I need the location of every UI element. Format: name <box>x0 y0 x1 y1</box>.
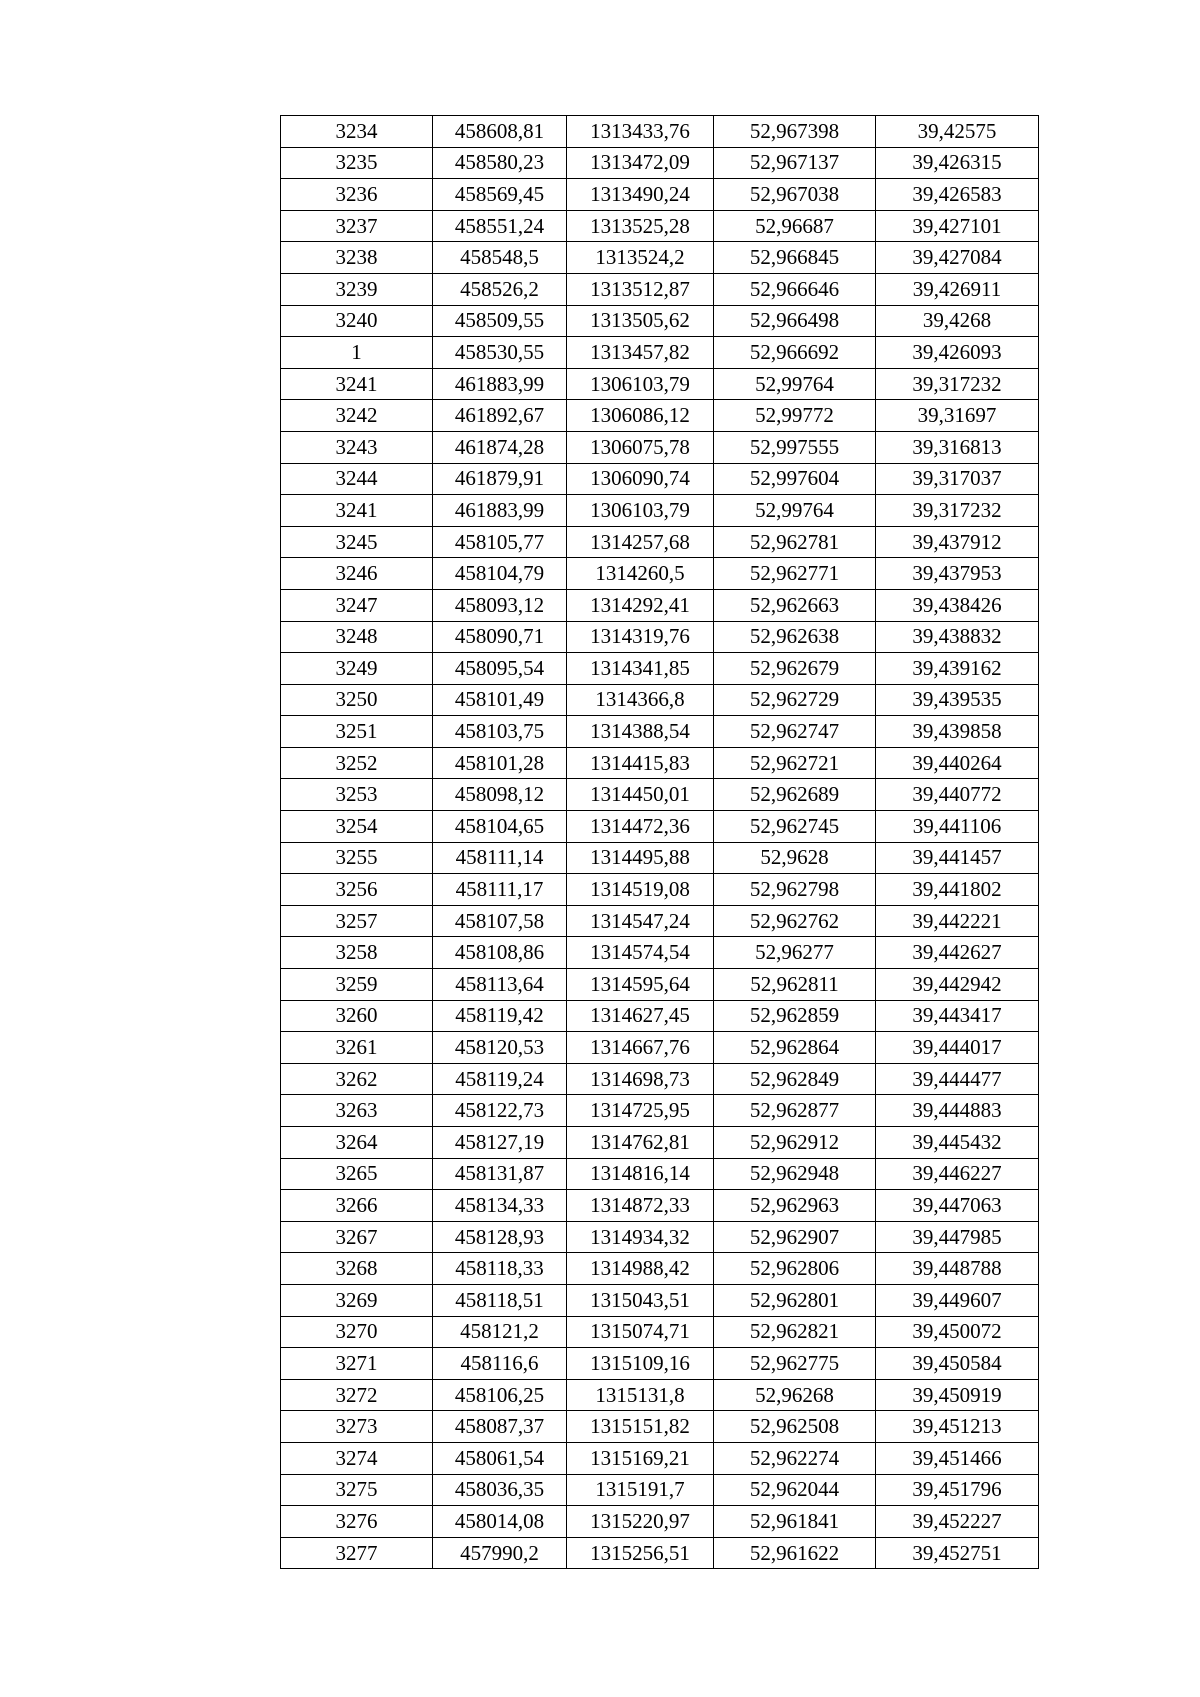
coord-x-cell: 458014,08 <box>433 1506 567 1538</box>
latitude-cell: 52,962771 <box>714 558 876 590</box>
coord-x-cell: 458106,25 <box>433 1379 567 1411</box>
point-number-cell: 3273 <box>281 1411 433 1443</box>
point-number-cell: 3245 <box>281 526 433 558</box>
coord-x-cell: 458127,19 <box>433 1127 567 1159</box>
point-number-cell: 3246 <box>281 558 433 590</box>
table-row <box>281 273 1039 305</box>
coord-y-cell: 1313525,28 <box>567 210 714 242</box>
longitude-cell: 39,452751 <box>876 1537 1039 1569</box>
latitude-cell: 52,99764 <box>714 368 876 400</box>
point-number-cell: 3260 <box>281 1000 433 1032</box>
latitude-cell: 52,96268 <box>714 1379 876 1411</box>
longitude-cell: 39,316813 <box>876 431 1039 463</box>
point-number-cell: 1 <box>281 337 433 369</box>
table-row <box>281 1379 1039 1411</box>
coord-y-cell: 1314415,83 <box>567 747 714 779</box>
coord-y-cell: 1314472,36 <box>567 811 714 843</box>
latitude-cell: 52,962721 <box>714 747 876 779</box>
longitude-cell: 39,31697 <box>876 400 1039 432</box>
point-number-cell: 3242 <box>281 400 433 432</box>
coord-x-cell: 458087,37 <box>433 1411 567 1443</box>
coord-x-cell: 458608,81 <box>433 116 567 148</box>
point-number-cell: 3251 <box>281 716 433 748</box>
coord-y-cell: 1314762,81 <box>567 1127 714 1159</box>
table-row <box>281 874 1039 906</box>
point-number-cell: 3248 <box>281 621 433 653</box>
point-number-cell: 3272 <box>281 1379 433 1411</box>
table-row <box>281 179 1039 211</box>
longitude-cell: 39,438426 <box>876 589 1039 621</box>
coord-x-cell: 458061,54 <box>433 1442 567 1474</box>
coord-x-cell: 461883,99 <box>433 368 567 400</box>
table-row <box>281 1474 1039 1506</box>
latitude-cell: 52,962762 <box>714 905 876 937</box>
longitude-cell: 39,446227 <box>876 1158 1039 1190</box>
point-number-cell: 3276 <box>281 1506 433 1538</box>
latitude-cell: 52,962508 <box>714 1411 876 1443</box>
coord-y-cell: 1315256,51 <box>567 1537 714 1569</box>
longitude-cell: 39,426315 <box>876 147 1039 179</box>
table-row <box>281 684 1039 716</box>
table-row <box>281 1284 1039 1316</box>
coord-x-cell: 458569,45 <box>433 179 567 211</box>
point-number-cell: 3274 <box>281 1442 433 1474</box>
table-row <box>281 1442 1039 1474</box>
coord-x-cell: 458526,2 <box>433 273 567 305</box>
coord-x-cell: 458101,28 <box>433 747 567 779</box>
latitude-cell: 52,967137 <box>714 147 876 179</box>
coord-x-cell: 458122,73 <box>433 1095 567 1127</box>
coord-y-cell: 1314934,32 <box>567 1221 714 1253</box>
coord-y-cell: 1314574,54 <box>567 937 714 969</box>
table-row <box>281 526 1039 558</box>
table-row <box>281 242 1039 274</box>
latitude-cell: 52,962689 <box>714 779 876 811</box>
longitude-cell: 39,42575 <box>876 116 1039 148</box>
coord-y-cell: 1313472,09 <box>567 147 714 179</box>
longitude-cell: 39,450072 <box>876 1316 1039 1348</box>
table-row <box>281 1063 1039 1095</box>
coord-x-cell: 458104,65 <box>433 811 567 843</box>
coord-x-cell: 458119,24 <box>433 1063 567 1095</box>
coord-x-cell: 458101,49 <box>433 684 567 716</box>
point-number-cell: 3247 <box>281 589 433 621</box>
table-row <box>281 747 1039 779</box>
longitude-cell: 39,442942 <box>876 969 1039 1001</box>
point-number-cell: 3271 <box>281 1348 433 1380</box>
coord-x-cell: 458098,12 <box>433 779 567 811</box>
coord-y-cell: 1306103,79 <box>567 495 714 527</box>
coord-x-cell: 458119,42 <box>433 1000 567 1032</box>
latitude-cell: 52,962638 <box>714 621 876 653</box>
latitude-cell: 52,962963 <box>714 1190 876 1222</box>
latitude-cell: 52,962044 <box>714 1474 876 1506</box>
latitude-cell: 52,997604 <box>714 463 876 495</box>
longitude-cell: 39,317232 <box>876 495 1039 527</box>
coord-y-cell: 1314495,88 <box>567 842 714 874</box>
longitude-cell: 39,317037 <box>876 463 1039 495</box>
latitude-cell: 52,966692 <box>714 337 876 369</box>
coord-y-cell: 1306075,78 <box>567 431 714 463</box>
coord-y-cell: 1314872,33 <box>567 1190 714 1222</box>
point-number-cell: 3240 <box>281 305 433 337</box>
latitude-cell: 52,962811 <box>714 969 876 1001</box>
point-number-cell: 3269 <box>281 1284 433 1316</box>
table-row <box>281 1411 1039 1443</box>
point-number-cell: 3236 <box>281 179 433 211</box>
table-row <box>281 653 1039 685</box>
table-row <box>281 811 1039 843</box>
point-number-cell: 3255 <box>281 842 433 874</box>
table-row <box>281 1190 1039 1222</box>
longitude-cell: 39,441106 <box>876 811 1039 843</box>
coord-y-cell: 1315043,51 <box>567 1284 714 1316</box>
longitude-cell: 39,442221 <box>876 905 1039 937</box>
latitude-cell: 52,966646 <box>714 273 876 305</box>
latitude-cell: 52,962775 <box>714 1348 876 1380</box>
coord-x-cell: 458107,58 <box>433 905 567 937</box>
longitude-cell: 39,439535 <box>876 684 1039 716</box>
latitude-cell: 52,961622 <box>714 1537 876 1569</box>
table-row <box>281 969 1039 1001</box>
longitude-cell: 39,448788 <box>876 1253 1039 1285</box>
coord-x-cell: 461874,28 <box>433 431 567 463</box>
latitude-cell: 52,962877 <box>714 1095 876 1127</box>
coord-y-cell: 1315169,21 <box>567 1442 714 1474</box>
coord-x-cell: 461883,99 <box>433 495 567 527</box>
point-number-cell: 3266 <box>281 1190 433 1222</box>
table-row <box>281 1348 1039 1380</box>
latitude-cell: 52,99764 <box>714 495 876 527</box>
longitude-cell: 39,451796 <box>876 1474 1039 1506</box>
point-number-cell: 3250 <box>281 684 433 716</box>
coord-x-cell: 458120,53 <box>433 1032 567 1064</box>
coord-y-cell: 1314341,85 <box>567 653 714 685</box>
longitude-cell: 39,440772 <box>876 779 1039 811</box>
table-row <box>281 1537 1039 1569</box>
latitude-cell: 52,962729 <box>714 684 876 716</box>
coord-x-cell: 458095,54 <box>433 653 567 685</box>
coord-y-cell: 1314725,95 <box>567 1095 714 1127</box>
point-number-cell: 3249 <box>281 653 433 685</box>
point-number-cell: 3259 <box>281 969 433 1001</box>
coord-y-cell: 1306086,12 <box>567 400 714 432</box>
longitude-cell: 39,445432 <box>876 1127 1039 1159</box>
point-number-cell: 3237 <box>281 210 433 242</box>
table-row <box>281 495 1039 527</box>
coord-y-cell: 1313457,82 <box>567 337 714 369</box>
table-row <box>281 1221 1039 1253</box>
point-number-cell: 3256 <box>281 874 433 906</box>
point-number-cell: 3252 <box>281 747 433 779</box>
coord-x-cell: 458103,75 <box>433 716 567 748</box>
table-row <box>281 368 1039 400</box>
latitude-cell: 52,962745 <box>714 811 876 843</box>
latitude-cell: 52,962806 <box>714 1253 876 1285</box>
longitude-cell: 39,426911 <box>876 273 1039 305</box>
latitude-cell: 52,99772 <box>714 400 876 432</box>
point-number-cell: 3270 <box>281 1316 433 1348</box>
coord-y-cell: 1314450,01 <box>567 779 714 811</box>
table-row <box>281 1000 1039 1032</box>
coord-x-cell: 458131,87 <box>433 1158 567 1190</box>
coord-y-cell: 1314292,41 <box>567 589 714 621</box>
coord-y-cell: 1314547,24 <box>567 905 714 937</box>
point-number-cell: 3238 <box>281 242 433 274</box>
latitude-cell: 52,962274 <box>714 1442 876 1474</box>
coord-y-cell: 1315191,7 <box>567 1474 714 1506</box>
point-number-cell: 3235 <box>281 147 433 179</box>
point-number-cell: 3234 <box>281 116 433 148</box>
longitude-cell: 39,442627 <box>876 937 1039 969</box>
latitude-cell: 52,962747 <box>714 716 876 748</box>
table-row <box>281 463 1039 495</box>
point-number-cell: 3261 <box>281 1032 433 1064</box>
longitude-cell: 39,441457 <box>876 842 1039 874</box>
latitude-cell: 52,962821 <box>714 1316 876 1348</box>
coord-y-cell: 1313505,62 <box>567 305 714 337</box>
coord-y-cell: 1313490,24 <box>567 179 714 211</box>
table-row <box>281 431 1039 463</box>
coord-y-cell: 1315131,8 <box>567 1379 714 1411</box>
coord-y-cell: 1314519,08 <box>567 874 714 906</box>
table-row <box>281 1127 1039 1159</box>
longitude-cell: 39,451466 <box>876 1442 1039 1474</box>
point-number-cell: 3258 <box>281 937 433 969</box>
coord-y-cell: 1313524,2 <box>567 242 714 274</box>
coord-x-cell: 458134,33 <box>433 1190 567 1222</box>
table-row <box>281 400 1039 432</box>
latitude-cell: 52,96687 <box>714 210 876 242</box>
longitude-cell: 39,438832 <box>876 621 1039 653</box>
latitude-cell: 52,962679 <box>714 653 876 685</box>
latitude-cell: 52,966845 <box>714 242 876 274</box>
point-number-cell: 3241 <box>281 368 433 400</box>
table-row <box>281 1032 1039 1064</box>
latitude-cell: 52,967038 <box>714 179 876 211</box>
coord-y-cell: 1314627,45 <box>567 1000 714 1032</box>
latitude-cell: 52,961841 <box>714 1506 876 1538</box>
table-row <box>281 305 1039 337</box>
table-row <box>281 210 1039 242</box>
point-number-cell: 3262 <box>281 1063 433 1095</box>
table-row <box>281 1095 1039 1127</box>
table-row <box>281 779 1039 811</box>
coord-x-cell: 457990,2 <box>433 1537 567 1569</box>
point-number-cell: 3254 <box>281 811 433 843</box>
longitude-cell: 39,426093 <box>876 337 1039 369</box>
longitude-cell: 39,437912 <box>876 526 1039 558</box>
latitude-cell: 52,962663 <box>714 589 876 621</box>
point-number-cell: 3253 <box>281 779 433 811</box>
coord-y-cell: 1314388,54 <box>567 716 714 748</box>
point-number-cell: 3275 <box>281 1474 433 1506</box>
longitude-cell: 39,427084 <box>876 242 1039 274</box>
table-row <box>281 842 1039 874</box>
latitude-cell: 52,962948 <box>714 1158 876 1190</box>
coord-x-cell: 458509,55 <box>433 305 567 337</box>
coord-x-cell: 458551,24 <box>433 210 567 242</box>
point-number-cell: 3243 <box>281 431 433 463</box>
table-row <box>281 716 1039 748</box>
latitude-cell: 52,9628 <box>714 842 876 874</box>
table-row <box>281 558 1039 590</box>
longitude-cell: 39,317232 <box>876 368 1039 400</box>
coord-y-cell: 1314260,5 <box>567 558 714 590</box>
latitude-cell: 52,966498 <box>714 305 876 337</box>
table-row <box>281 337 1039 369</box>
table-row <box>281 1253 1039 1285</box>
point-number-cell: 3257 <box>281 905 433 937</box>
longitude-cell: 39,452227 <box>876 1506 1039 1538</box>
latitude-cell: 52,997555 <box>714 431 876 463</box>
longitude-cell: 39,440264 <box>876 747 1039 779</box>
table-row <box>281 589 1039 621</box>
coord-y-cell: 1315151,82 <box>567 1411 714 1443</box>
coord-x-cell: 458036,35 <box>433 1474 567 1506</box>
coord-x-cell: 461892,67 <box>433 400 567 432</box>
longitude-cell: 39,447063 <box>876 1190 1039 1222</box>
longitude-cell: 39,444017 <box>876 1032 1039 1064</box>
table-row <box>281 116 1039 148</box>
latitude-cell: 52,962801 <box>714 1284 876 1316</box>
point-number-cell: 3241 <box>281 495 433 527</box>
coordinates-table-body <box>281 116 1039 1569</box>
longitude-cell: 39,447985 <box>876 1221 1039 1253</box>
table-row <box>281 147 1039 179</box>
coord-y-cell: 1313512,87 <box>567 273 714 305</box>
latitude-cell: 52,962849 <box>714 1063 876 1095</box>
longitude-cell: 39,426583 <box>876 179 1039 211</box>
coord-y-cell: 1313433,76 <box>567 116 714 148</box>
point-number-cell: 3277 <box>281 1537 433 1569</box>
point-number-cell: 3265 <box>281 1158 433 1190</box>
coord-x-cell: 458116,6 <box>433 1348 567 1380</box>
latitude-cell: 52,962907 <box>714 1221 876 1253</box>
coord-y-cell: 1314319,76 <box>567 621 714 653</box>
longitude-cell: 39,444477 <box>876 1063 1039 1095</box>
coord-x-cell: 458530,55 <box>433 337 567 369</box>
coord-x-cell: 458105,77 <box>433 526 567 558</box>
table-row <box>281 1316 1039 1348</box>
longitude-cell: 39,441802 <box>876 874 1039 906</box>
coord-x-cell: 458128,93 <box>433 1221 567 1253</box>
coord-x-cell: 458108,86 <box>433 937 567 969</box>
latitude-cell: 52,962781 <box>714 526 876 558</box>
coord-y-cell: 1314988,42 <box>567 1253 714 1285</box>
coord-x-cell: 458104,79 <box>433 558 567 590</box>
latitude-cell: 52,96277 <box>714 937 876 969</box>
table-row <box>281 1506 1039 1538</box>
latitude-cell: 52,962912 <box>714 1127 876 1159</box>
point-number-cell: 3239 <box>281 273 433 305</box>
coord-x-cell: 458118,33 <box>433 1253 567 1285</box>
coord-y-cell: 1314366,8 <box>567 684 714 716</box>
coord-x-cell: 458111,14 <box>433 842 567 874</box>
latitude-cell: 52,967398 <box>714 116 876 148</box>
coord-x-cell: 461879,91 <box>433 463 567 495</box>
coord-y-cell: 1314667,76 <box>567 1032 714 1064</box>
point-number-cell: 3268 <box>281 1253 433 1285</box>
longitude-cell: 39,443417 <box>876 1000 1039 1032</box>
latitude-cell: 52,962864 <box>714 1032 876 1064</box>
coord-x-cell: 458113,64 <box>433 969 567 1001</box>
longitude-cell: 39,437953 <box>876 558 1039 590</box>
coord-y-cell: 1315074,71 <box>567 1316 714 1348</box>
coord-x-cell: 458093,12 <box>433 589 567 621</box>
longitude-cell: 39,439162 <box>876 653 1039 685</box>
coord-y-cell: 1306090,74 <box>567 463 714 495</box>
table-row <box>281 905 1039 937</box>
table-row <box>281 1158 1039 1190</box>
longitude-cell: 39,439858 <box>876 716 1039 748</box>
point-number-cell: 3263 <box>281 1095 433 1127</box>
coordinates-table <box>280 115 1039 1569</box>
longitude-cell: 39,449607 <box>876 1284 1039 1316</box>
longitude-cell: 39,4268 <box>876 305 1039 337</box>
coord-x-cell: 458111,17 <box>433 874 567 906</box>
coord-x-cell: 458118,51 <box>433 1284 567 1316</box>
point-number-cell: 3267 <box>281 1221 433 1253</box>
coord-x-cell: 458121,2 <box>433 1316 567 1348</box>
coord-y-cell: 1314595,64 <box>567 969 714 1001</box>
longitude-cell: 39,450919 <box>876 1379 1039 1411</box>
longitude-cell: 39,451213 <box>876 1411 1039 1443</box>
longitude-cell: 39,427101 <box>876 210 1039 242</box>
coord-y-cell: 1315220,97 <box>567 1506 714 1538</box>
coord-x-cell: 458548,5 <box>433 242 567 274</box>
longitude-cell: 39,450584 <box>876 1348 1039 1380</box>
coord-y-cell: 1314698,73 <box>567 1063 714 1095</box>
latitude-cell: 52,962798 <box>714 874 876 906</box>
coord-y-cell: 1314816,14 <box>567 1158 714 1190</box>
latitude-cell: 52,962859 <box>714 1000 876 1032</box>
table-row <box>281 937 1039 969</box>
point-number-cell: 3244 <box>281 463 433 495</box>
coord-y-cell: 1314257,68 <box>567 526 714 558</box>
longitude-cell: 39,444883 <box>876 1095 1039 1127</box>
coord-y-cell: 1315109,16 <box>567 1348 714 1380</box>
coord-x-cell: 458580,23 <box>433 147 567 179</box>
table-row <box>281 621 1039 653</box>
coord-x-cell: 458090,71 <box>433 621 567 653</box>
point-number-cell: 3264 <box>281 1127 433 1159</box>
coord-y-cell: 1306103,79 <box>567 368 714 400</box>
